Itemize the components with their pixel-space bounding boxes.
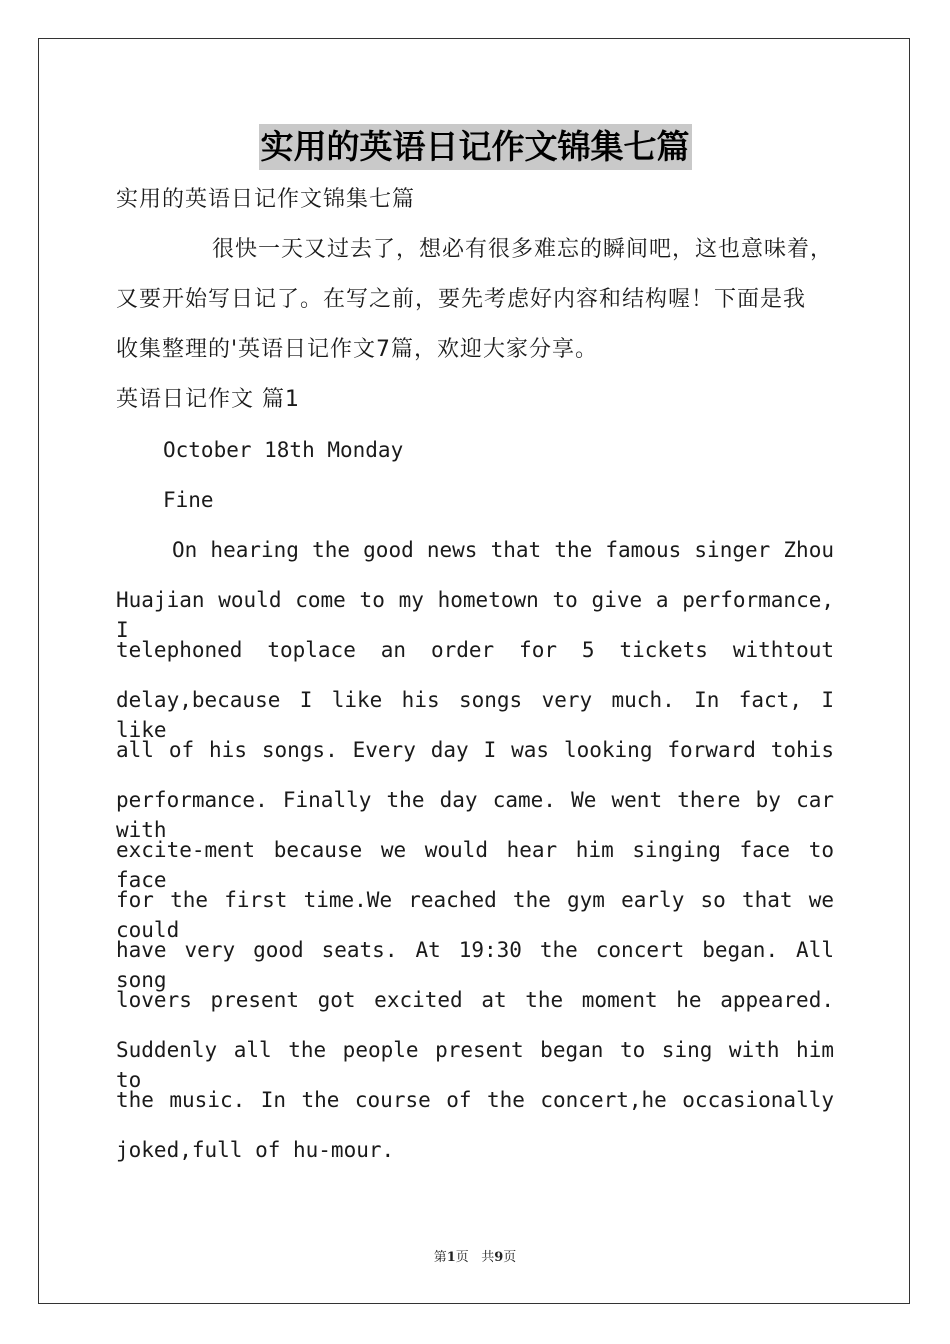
document-title: 实用的英语日记作文锦集七篇 [259, 124, 692, 170]
body-line-9: have very good seats. At 19:30 the concert began. All song [116, 938, 834, 992]
intro-line-1: 很快一天又过去了，想必有很多难忘的瞬间吧，这也意味着， [212, 237, 834, 262]
title-container [0, 124, 950, 170]
body-line-8: for the first time.We reached the gym early so that we could [116, 888, 834, 942]
body-line-7: excite-ment because we would hear him singing face to face [116, 838, 834, 892]
intro-line-3: 收集整理的'英语日记作文7篇，欢迎大家分享。 [116, 337, 599, 362]
document-subtitle: 实用的英语日记作文锦集七篇 [116, 187, 416, 212]
body-line-11: Suddenly all the people present began to sing with him to [116, 1038, 834, 1092]
body-line-12: the music. In the course of the concert,he occasionally [116, 1088, 834, 1112]
body-line-5: all of his songs. Every day I was looking forward tohis [116, 738, 834, 762]
footer-suffix: 页 [503, 1250, 517, 1265]
date-line: October 18th Monday [163, 438, 404, 462]
footer-prefix: 第 [433, 1250, 447, 1265]
footer-mid: 页 [455, 1250, 469, 1265]
section-heading: 英语日记作文 篇1 [116, 387, 300, 412]
body-line-10: lovers present got excited at the moment he appeared. [116, 988, 834, 1012]
footer-page-number: 1 [446, 1250, 456, 1265]
footer-total-prefix: 共 [481, 1250, 495, 1265]
body-line-13: joked,full of hu-mour. [116, 1138, 395, 1162]
body-line-4: delay,because I like his songs very much. In fact, I like [116, 688, 834, 742]
body-line-6: performance. Finally the day came. We went there by car with [116, 788, 834, 842]
weather-line: Fine [163, 488, 214, 512]
body-line-2: Huajian would come to my hometown to give a performance, I [116, 588, 834, 642]
page-footer [0, 1246, 950, 1265]
body-line-1: On hearing the good news that the famous singer Zhou [172, 538, 834, 562]
intro-line-2: 又要开始写日记了。在写之前，要先考虑好内容和结构喔！下面是我 [116, 287, 807, 312]
body-line-3: telephoned toplace an order for 5 tickets withtout [116, 638, 834, 662]
footer-total-pages: 9 [494, 1250, 504, 1265]
